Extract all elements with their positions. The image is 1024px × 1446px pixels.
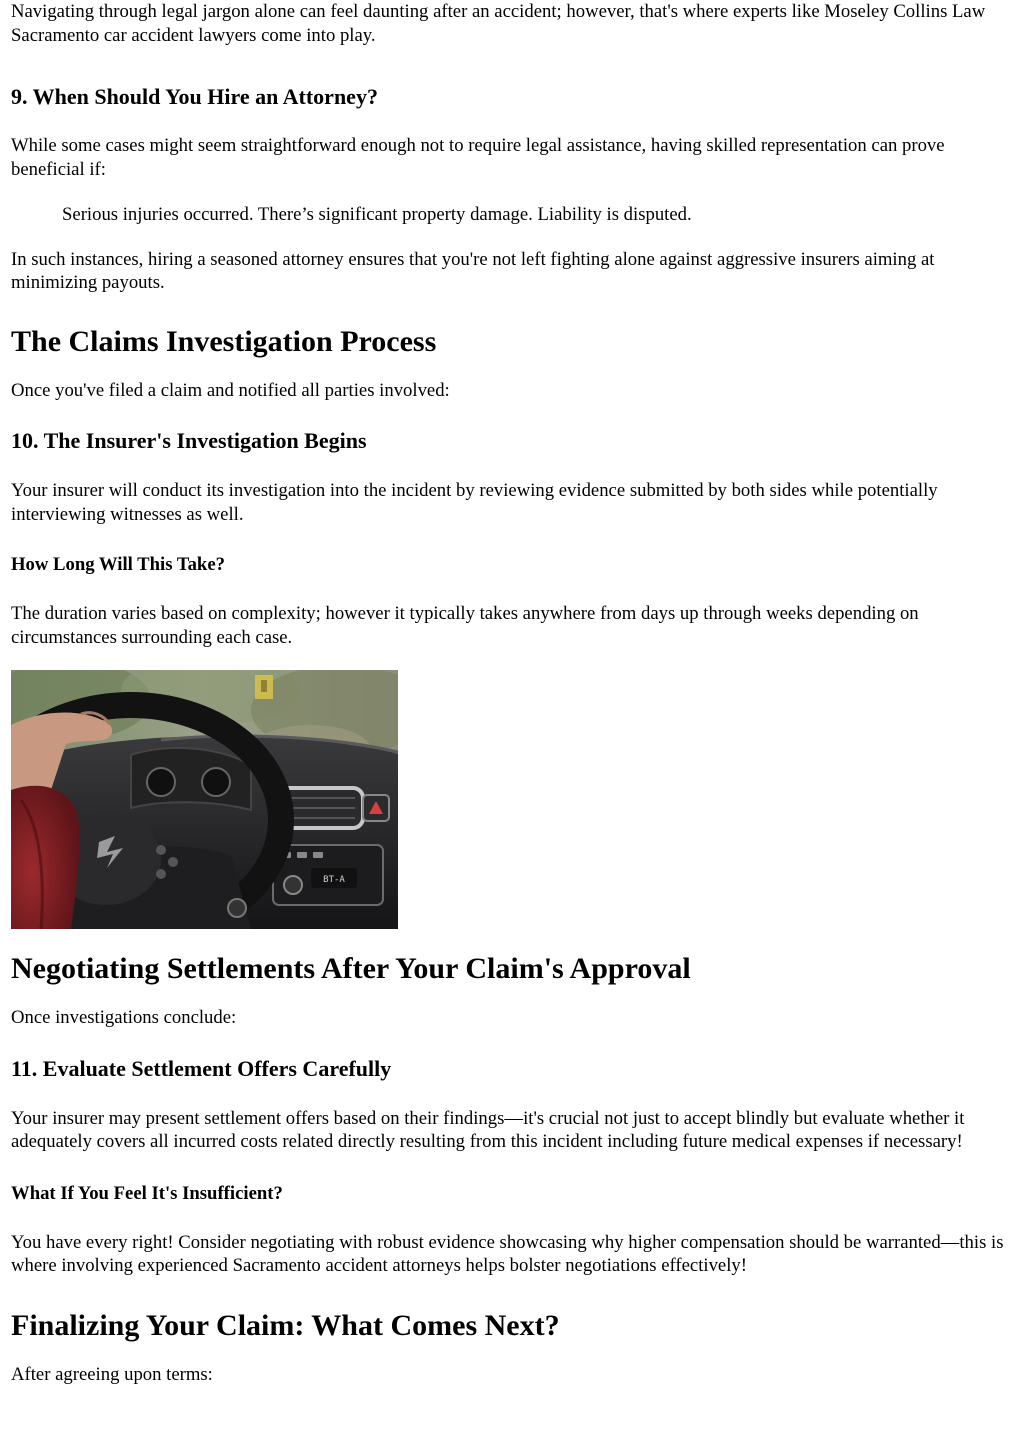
- heading-insufficient: What If You Feel It's Insufficient?: [11, 1182, 283, 1204]
- negotiating-intro: Once investigations conclude:: [11, 1007, 237, 1028]
- heading-claims-investigation: The Claims Investigation Process: [11, 324, 437, 358]
- intro-paragraph: Navigating through legal jargon alone can feel daunting after an accident; however, that's where experts like Moseley Collins Law Sacramento car accident lawyers come into play.: [11, 1, 986, 46]
- rights-paragraph: You have every right! Consider negotiating with robust evidence showcasing why higher compensation should be warranted—this is where involving experienced Sacramento accident attorneys helps bolster negotiations effectively!: [11, 1231, 1004, 1276]
- heading-negotiating-settlements: Negotiating Settlements After Your Claim's Approval: [11, 952, 691, 985]
- car-interior-photo: [11, 670, 1014, 929]
- evaluate-offers-paragraph: Your insurer may present settlement offers based on their findings—it's crucial not just to accept blindly but evaluate whether it adequately covers all incurred costs related directly resulting from this incident including future medical expenses if necessary!: [11, 1107, 965, 1152]
- insurer-investigation-paragraph: Your insurer will conduct its investigation into the incident by reviewing evidence submitted by both sides while potentially interviewing witnesses as well.: [11, 480, 938, 525]
- radio-display-label: BT-A: [323, 875, 345, 885]
- heading-hire-attorney: 9. When Should You Hire an Attorney?: [11, 84, 378, 109]
- heading-how-long: How Long Will This Take?: [11, 554, 225, 575]
- heading-insurer-investigation: 10. The Insurer's Investigation Begins: [11, 428, 367, 453]
- heading-evaluate-offers: 11. Evaluate Settlement Offers Carefully: [11, 1055, 392, 1081]
- duration-paragraph: The duration varies based on complexity; however it typically takes anywhere from days up through weeks depending on circumstances surrounding each case.: [11, 603, 919, 648]
- claims-intro: Once you've filed a claim and notified all parties involved:: [11, 379, 450, 401]
- hire-attorney-paragraph: While some cases might seem straightforward enough not to require legal assistance, having skilled representation can prove beneficial if:: [11, 135, 945, 180]
- heading-finalizing-claim: Finalizing Your Claim: What Comes Next?: [11, 1308, 560, 1342]
- hire-attorney-conditions: Serious injuries occurred. There’s significant property damage. Liability is disputed.: [62, 204, 692, 225]
- finalizing-intro: After agreeing upon terms:: [11, 1363, 213, 1385]
- hire-attorney-closing: In such instances, hiring a seasoned attorney ensures that you're not left fighting alone against aggressive insurers aiming at minimizing payouts.: [11, 248, 935, 293]
